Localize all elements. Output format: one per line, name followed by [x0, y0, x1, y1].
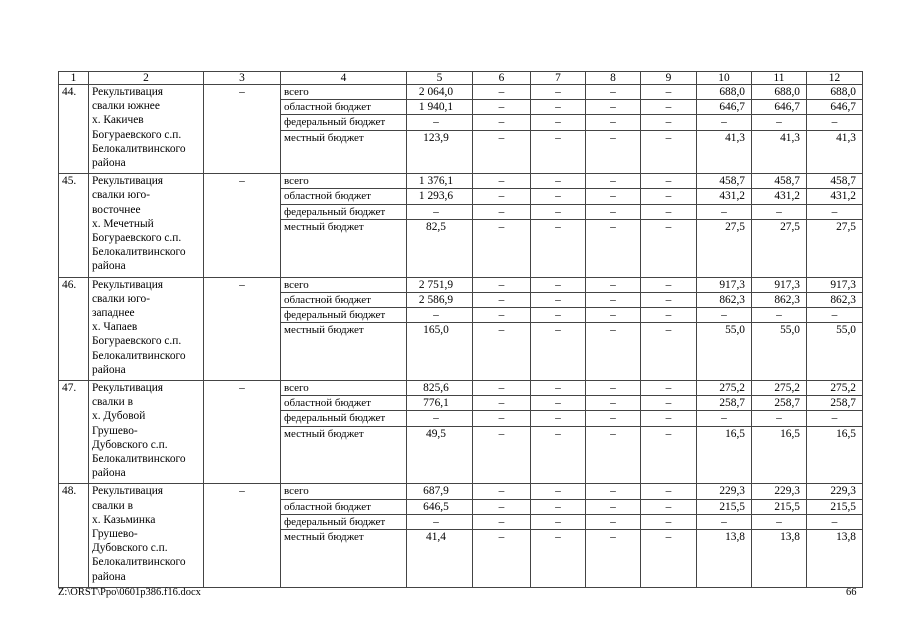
table-row	[59, 174, 863, 189]
item-name-line: Рекультивация	[92, 382, 164, 395]
value-cell-8: –	[586, 115, 641, 130]
value-cell-12: 215,5	[807, 499, 863, 514]
value-cell-5: –	[407, 514, 473, 529]
value-cell-9: –	[641, 115, 697, 130]
value-cell-10: –	[697, 514, 752, 529]
value-cell-6: –	[473, 219, 531, 277]
item-name-line: Белокалитвинского	[92, 453, 186, 466]
item-name-line: свалки южнее	[92, 100, 160, 113]
item-name-line: Белокалитвинского	[92, 142, 186, 155]
funding-source: федеральный бюджет	[281, 204, 407, 219]
value-cell-5: 2 751,9	[407, 277, 473, 292]
value-cell-8: –	[586, 292, 641, 307]
item-name-line: Богураевского с.п.	[92, 128, 182, 141]
value-cell-6: –	[473, 85, 531, 100]
value-cell-5: 1 940,1	[407, 100, 473, 115]
value-cell-6: –	[473, 484, 531, 499]
col3-cell: –	[204, 381, 281, 484]
item-name-line: свалки в	[92, 499, 133, 512]
value-cell-10: –	[697, 411, 752, 426]
value-cell-8: –	[586, 174, 641, 189]
value-cell-10: 646,7	[697, 100, 752, 115]
value-cell-8: –	[586, 219, 641, 277]
value-cell-11: 16,5	[752, 426, 807, 484]
column-number-cell: 4	[281, 72, 407, 85]
col3-cell: –	[204, 484, 281, 587]
item-name-line: Рекультивация	[92, 278, 164, 291]
value-cell-6: –	[473, 292, 531, 307]
item-name-line: района	[92, 467, 126, 480]
value-cell-11: –	[752, 308, 807, 323]
column-number-cell: 6	[473, 72, 531, 85]
value-cell-5: 1 293,6	[407, 189, 473, 204]
funding-source: местный бюджет	[281, 426, 407, 484]
column-number-cell: 2	[89, 72, 204, 85]
value-cell-12: –	[807, 514, 863, 529]
value-cell-5: –	[407, 204, 473, 219]
value-cell-10: 27,5	[697, 219, 752, 277]
value-cell-9: –	[641, 411, 697, 426]
item-name-line: свалки в	[92, 396, 133, 409]
item-name-line: Белокалитвинского	[92, 246, 186, 259]
funding-source: областной бюджет	[281, 292, 407, 307]
table-body	[59, 72, 863, 588]
value-cell-7: –	[531, 499, 586, 514]
value-cell-11: –	[752, 514, 807, 529]
value-cell-10: 229,3	[697, 484, 752, 499]
value-cell-7: –	[531, 100, 586, 115]
value-cell-6: –	[473, 277, 531, 292]
value-cell-12: 688,0	[807, 85, 863, 100]
item-name-line: района	[92, 363, 126, 376]
funding-source: местный бюджет	[281, 130, 407, 174]
value-cell-10: 688,0	[697, 85, 752, 100]
value-cell-6: –	[473, 100, 531, 115]
item-name-line: Белокалитвинского	[92, 349, 186, 362]
value-cell-6: –	[473, 204, 531, 219]
funding-source: областной бюджет	[281, 100, 407, 115]
value-cell-8: –	[586, 381, 641, 396]
value-cell-10: 55,0	[697, 323, 752, 381]
value-cell-8: –	[586, 204, 641, 219]
value-cell-5: 687,9	[407, 484, 473, 499]
value-cell-12: 646,7	[807, 100, 863, 115]
value-cell-9: –	[641, 277, 697, 292]
item-number: 48.	[59, 484, 89, 587]
value-cell-9: –	[641, 174, 697, 189]
value-cell-12: 55,0	[807, 323, 863, 381]
value-cell-9: –	[641, 381, 697, 396]
value-cell-11: 41,3	[752, 130, 807, 174]
value-cell-10: 862,3	[697, 292, 752, 307]
value-cell-7: –	[531, 381, 586, 396]
value-cell-11: 646,7	[752, 100, 807, 115]
value-cell-12: 13,8	[807, 530, 863, 588]
value-cell-8: –	[586, 323, 641, 381]
value-cell-11: 688,0	[752, 85, 807, 100]
column-number-cell: 1	[59, 72, 89, 85]
item-name-line: Дубовского с.п.	[92, 542, 168, 555]
item-name-line: западнее	[92, 307, 135, 320]
item-number: 47.	[59, 381, 89, 484]
value-cell-7: –	[531, 530, 586, 588]
value-cell-8: –	[586, 308, 641, 323]
value-cell-9: –	[641, 219, 697, 277]
value-cell-6: –	[473, 530, 531, 588]
funding-source: областной бюджет	[281, 499, 407, 514]
item-name-line: х. Мечетный	[92, 217, 154, 230]
value-cell-8: –	[586, 85, 641, 100]
value-cell-5: 1 376,1	[407, 174, 473, 189]
value-cell-9: –	[641, 426, 697, 484]
value-cell-6: –	[473, 189, 531, 204]
value-cell-7: –	[531, 411, 586, 426]
value-cell-8: –	[586, 411, 641, 426]
value-cell-11: 229,3	[752, 484, 807, 499]
table-row	[59, 277, 863, 292]
item-number: 44.	[59, 85, 89, 174]
table-row	[59, 484, 863, 499]
value-cell-9: –	[641, 396, 697, 411]
value-cell-8: –	[586, 499, 641, 514]
col3-cell: –	[204, 174, 281, 277]
value-cell-12: 27,5	[807, 219, 863, 277]
value-cell-6: –	[473, 426, 531, 484]
funding-source: федеральный бюджет	[281, 308, 407, 323]
column-number-cell: 10	[697, 72, 752, 85]
value-cell-11: –	[752, 115, 807, 130]
value-cell-6: –	[473, 381, 531, 396]
item-name-line: Богураевского с.п.	[92, 232, 182, 245]
item-name-line: х. Чапаев	[92, 321, 138, 334]
item-name	[89, 381, 204, 484]
value-cell-9: –	[641, 204, 697, 219]
value-cell-5: 82,5	[407, 219, 473, 277]
value-cell-5: –	[407, 308, 473, 323]
value-cell-7: –	[531, 277, 586, 292]
value-cell-8: –	[586, 484, 641, 499]
value-cell-11: 917,3	[752, 277, 807, 292]
value-cell-5: 776,1	[407, 396, 473, 411]
item-name-line: Рекультивация	[92, 485, 164, 498]
value-cell-11: 27,5	[752, 219, 807, 277]
value-cell-5: 165,0	[407, 323, 473, 381]
table-row	[59, 381, 863, 396]
budget-table	[58, 71, 863, 588]
value-cell-12: –	[807, 115, 863, 130]
value-cell-5: 49,5	[407, 426, 473, 484]
item-name-line: восточнее	[92, 203, 141, 216]
col3-cell: –	[204, 277, 281, 380]
value-cell-7: –	[531, 115, 586, 130]
value-cell-9: –	[641, 189, 697, 204]
value-cell-12: 862,3	[807, 292, 863, 307]
item-name-line: Грушево-	[92, 424, 138, 437]
item-name	[89, 85, 204, 174]
value-cell-9: –	[641, 100, 697, 115]
value-cell-8: –	[586, 396, 641, 411]
value-cell-7: –	[531, 85, 586, 100]
value-cell-9: –	[641, 530, 697, 588]
value-cell-10: –	[697, 115, 752, 130]
column-number-cell: 5	[407, 72, 473, 85]
value-cell-11: 55,0	[752, 323, 807, 381]
value-cell-10: 431,2	[697, 189, 752, 204]
column-number-cell: 7	[531, 72, 586, 85]
value-cell-11: 13,8	[752, 530, 807, 588]
item-name-line: района	[92, 260, 126, 273]
column-number-cell: 12	[807, 72, 863, 85]
value-cell-10: 16,5	[697, 426, 752, 484]
value-cell-11: –	[752, 204, 807, 219]
value-cell-9: –	[641, 323, 697, 381]
value-cell-8: –	[586, 530, 641, 588]
item-name	[89, 174, 204, 277]
value-cell-12: 229,3	[807, 484, 863, 499]
value-cell-7: –	[531, 308, 586, 323]
value-cell-6: –	[473, 308, 531, 323]
funding-source: местный бюджет	[281, 219, 407, 277]
value-cell-11: 862,3	[752, 292, 807, 307]
value-cell-8: –	[586, 277, 641, 292]
value-cell-11: 458,7	[752, 174, 807, 189]
value-cell-9: –	[641, 514, 697, 529]
value-cell-10: 917,3	[697, 277, 752, 292]
funding-source: федеральный бюджет	[281, 115, 407, 130]
value-cell-9: –	[641, 130, 697, 174]
value-cell-12: 431,2	[807, 189, 863, 204]
value-cell-9: –	[641, 308, 697, 323]
value-cell-10: 215,5	[697, 499, 752, 514]
value-cell-8: –	[586, 189, 641, 204]
value-cell-8: –	[586, 514, 641, 529]
value-cell-7: –	[531, 189, 586, 204]
value-cell-10: 275,2	[697, 381, 752, 396]
item-name	[89, 484, 204, 587]
value-cell-10: –	[697, 204, 752, 219]
funding-source: областной бюджет	[281, 189, 407, 204]
value-cell-11: 258,7	[752, 396, 807, 411]
value-cell-6: –	[473, 115, 531, 130]
funding-source: всего	[281, 381, 407, 396]
value-cell-5: 2 064,0	[407, 85, 473, 100]
value-cell-5: 123,9	[407, 130, 473, 174]
column-number-cell: 9	[641, 72, 697, 85]
item-name-line: района	[92, 570, 126, 583]
funding-source: федеральный бюджет	[281, 514, 407, 529]
value-cell-6: –	[473, 514, 531, 529]
value-cell-10: 258,7	[697, 396, 752, 411]
column-number-cell: 3	[204, 72, 281, 85]
value-cell-7: –	[531, 396, 586, 411]
item-name-line: Белокалитвинского	[92, 556, 186, 569]
value-cell-11: 215,5	[752, 499, 807, 514]
value-cell-8: –	[586, 100, 641, 115]
item-name-line: свалки юго-	[92, 292, 150, 305]
value-cell-7: –	[531, 292, 586, 307]
value-cell-7: –	[531, 323, 586, 381]
value-cell-6: –	[473, 411, 531, 426]
item-name-line: Рекультивация	[92, 175, 164, 188]
value-cell-6: –	[473, 323, 531, 381]
value-cell-5: 646,5	[407, 499, 473, 514]
value-cell-7: –	[531, 484, 586, 499]
funding-source: местный бюджет	[281, 323, 407, 381]
column-number-row	[59, 72, 863, 85]
item-name-line: х. Какичев	[92, 114, 144, 127]
value-cell-7: –	[531, 426, 586, 484]
value-cell-10: 13,8	[697, 530, 752, 588]
value-cell-12: 917,3	[807, 277, 863, 292]
funding-source: местный бюджет	[281, 530, 407, 588]
column-number-cell: 11	[752, 72, 807, 85]
value-cell-12: –	[807, 204, 863, 219]
value-cell-7: –	[531, 514, 586, 529]
value-cell-12: –	[807, 411, 863, 426]
item-name-line: Рекультивация	[92, 86, 164, 98]
value-cell-5: 41,4	[407, 530, 473, 588]
funding-source: всего	[281, 277, 407, 292]
value-cell-5: –	[407, 115, 473, 130]
value-cell-9: –	[641, 484, 697, 499]
value-cell-12: –	[807, 308, 863, 323]
value-cell-9: –	[641, 85, 697, 100]
value-cell-12: 458,7	[807, 174, 863, 189]
funding-source: всего	[281, 85, 407, 100]
value-cell-9: –	[641, 292, 697, 307]
value-cell-10: 41,3	[697, 130, 752, 174]
value-cell-9: –	[641, 499, 697, 514]
item-number: 45.	[59, 174, 89, 277]
value-cell-7: –	[531, 219, 586, 277]
table-row	[59, 85, 863, 100]
value-cell-11: 431,2	[752, 189, 807, 204]
item-name-line: свалки юго-	[92, 189, 150, 202]
column-number-cell: 8	[586, 72, 641, 85]
item-number: 46.	[59, 277, 89, 380]
footer-file-path: Z:\ORST\Ppo\0601p386.f16.docx	[58, 587, 201, 598]
value-cell-6: –	[473, 130, 531, 174]
funding-source: федеральный бюджет	[281, 411, 407, 426]
value-cell-7: –	[531, 174, 586, 189]
item-name-line: Богураевского с.п.	[92, 335, 182, 348]
value-cell-10: 458,7	[697, 174, 752, 189]
value-cell-12: 41,3	[807, 130, 863, 174]
item-name-line: Дубовского с.п.	[92, 438, 168, 451]
value-cell-8: –	[586, 426, 641, 484]
item-name-line: района	[92, 157, 126, 170]
value-cell-5: 825,6	[407, 381, 473, 396]
value-cell-10: –	[697, 308, 752, 323]
value-cell-12: 275,2	[807, 381, 863, 396]
value-cell-6: –	[473, 499, 531, 514]
value-cell-5: –	[407, 411, 473, 426]
item-name-line: х. Казьминка	[92, 513, 156, 526]
col3-cell: –	[204, 85, 281, 174]
value-cell-5: 2 586,9	[407, 292, 473, 307]
page-number: 66	[846, 587, 857, 598]
funding-source: всего	[281, 174, 407, 189]
value-cell-12: 258,7	[807, 396, 863, 411]
value-cell-7: –	[531, 130, 586, 174]
item-name-line: х. Дубовой	[92, 410, 146, 423]
value-cell-6: –	[473, 396, 531, 411]
value-cell-8: –	[586, 130, 641, 174]
value-cell-6: –	[473, 174, 531, 189]
value-cell-11: –	[752, 411, 807, 426]
value-cell-11: 275,2	[752, 381, 807, 396]
value-cell-12: 16,5	[807, 426, 863, 484]
item-name	[89, 277, 204, 380]
funding-source: областной бюджет	[281, 396, 407, 411]
funding-source: всего	[281, 484, 407, 499]
item-name-line: Грушево-	[92, 528, 138, 541]
value-cell-7: –	[531, 204, 586, 219]
